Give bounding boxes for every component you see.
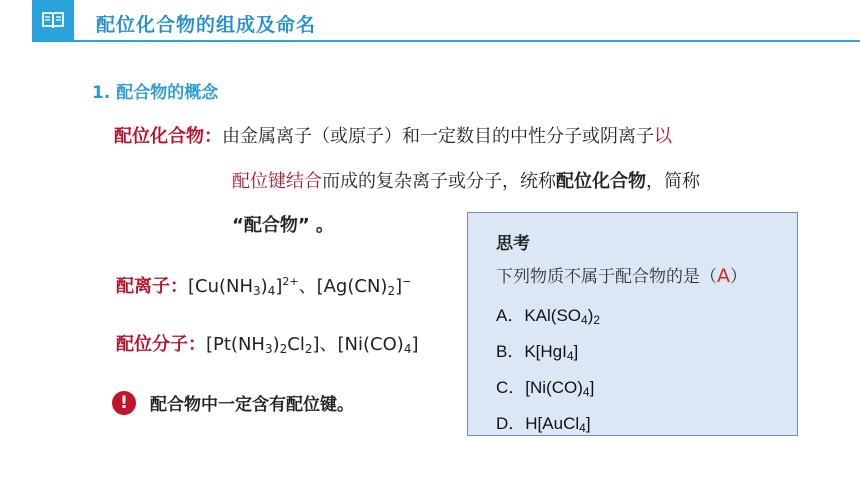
page-title: 配位化合物的组成及命名 [96,14,317,36]
definition-block [114,123,794,236]
alert-icon: ! [112,391,136,415]
option-d: D．H[AuCl$_4$] [496,414,591,435]
complex-molecules-row: 配位分子：$[Pt(NH_3)_2Cl_2]$、$[Ni(CO)_4]$ [116,334,419,356]
definition-line2-text: 而成的复杂离子或分子，统称 [322,171,556,192]
complex-ion-2: $[Ag(CN)_2]^-$ [316,275,412,298]
option-a: A．$KAl(SO_4)_2$ [496,306,601,327]
definition-line2 [232,168,700,195]
complex-ions-label: 配离子： [116,276,188,297]
think-title: 思考 [496,234,530,254]
header-divider [32,40,860,42]
complex-molecules-label: 配位分子： [116,334,206,355]
think-question: 下列物质不属于配合物的是（A） [496,265,747,287]
definition-line1-red: 以 [654,126,672,147]
think-answer: A [717,265,730,287]
header-icon-box [32,0,74,40]
complex-molecule-2: $[Ni(CO)_4]$ [337,334,419,356]
note [112,390,354,415]
definition-coordinate-bond: 配位键结合 [232,171,322,192]
definition-line1: 由金属离子（或原子）和一定数目的中性分子或阴离子 [222,126,654,147]
note-text: 配合物中一定含有配位键。 [150,395,354,415]
option-c: C．$[Ni(CO)_4]$ [496,378,595,399]
definition-line2-tail: ，简称 [646,171,700,192]
complex-ions-row: 配离子：$[Cu(NH_3)_4]^{2+}$、$[Ag(CN)_2]^-$ [116,275,412,298]
complex-ion-1: $[Cu(NH_3)_4]^{2+}$ [188,275,299,298]
book-icon [42,11,64,29]
definition-line2-bold: 配位化合物 [556,171,646,192]
definition-term: 配位化合物： [114,126,222,147]
think-box [467,212,798,436]
definition-line3: “配合物” 。 [232,215,334,236]
option-b: B．K[HgI$_4$] [496,342,579,363]
section-title: 1. 配合物的概念 [92,83,219,103]
complex-molecule-1: $[Pt(NH_3)_2Cl_2]$ [206,334,320,356]
